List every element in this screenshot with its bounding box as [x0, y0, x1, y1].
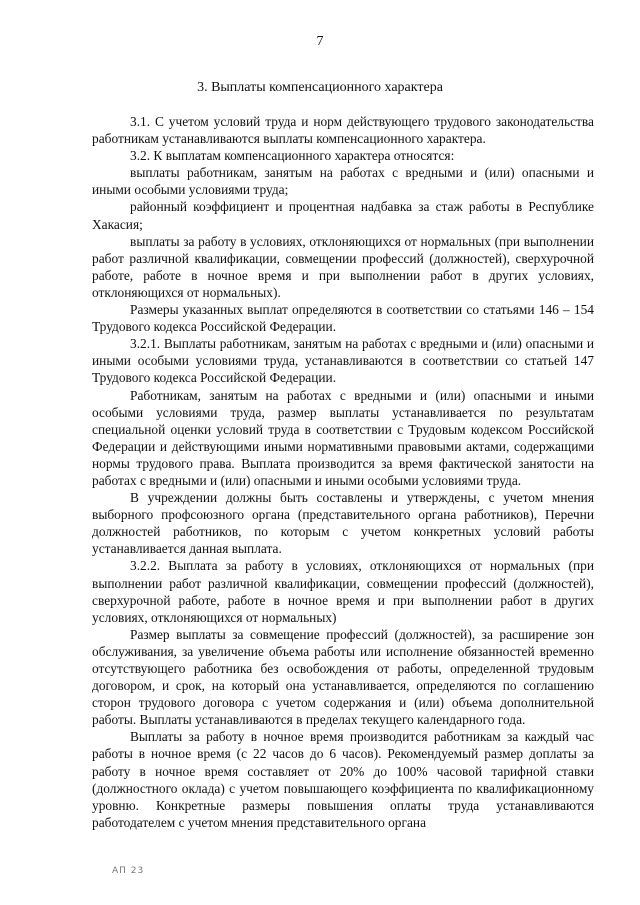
paragraph-3-2-1: 3.2.1. Выплаты работникам, занятым на работах с вредными и (или) опасными и иными особыми условиями труда, устанавливаются в соответствии со статьей 147 Трудового кодекса Российской Федерации.: [92, 336, 594, 386]
paragraph-3-2: 3.2. К выплатам компенсационного характера относятся:: [130, 148, 455, 164]
paragraph-night-work: Выплаты за работу в ночное время производится работникам за каждый час работы в ночное время (с 22 часов до 6 часов). Рекомендуемый размер доплаты за работу в ночное время составляет от 20% до 100% часовой тарифной ставки (должностного оклада) с учетом повышающего коэффициента по квалификационному уровню. Конкретные размеры повышения оплаты труда устанавливаются работодателем с учетом мнения представительного органа: [92, 729, 594, 830]
section-title: 3. Выплаты компенсационного характера: [197, 80, 443, 95]
paragraph-sizes: Размеры указанных выплат определяются в соответствии со статьями 146 – 154 Трудового кодекса Российской Федерации.: [92, 302, 594, 335]
paragraph-list-item-regional: районный коэффициент и процентная надбавка за стаж работы в Республике Хакасия;: [92, 199, 594, 232]
paragraph-3-1: 3.1. С учетом условий труда и норм действующего трудового законодательства работникам устанавливаются выплаты компенсационного характера.: [92, 114, 594, 147]
paragraph-hazard-payment: Работникам, занятым на работах с вредными и (или) опасными и иными особыми условиями труда, размер выплаты устанавливается по результатам специальной оценки условий труда в соответствии с Трудовым кодексом Российской Федерации и действующими иными нормативными правовыми актами, содержащими нормы трудового права. Выплата производится за время фактической занятости на работах с вредными и (или) опасными и иными особыми условиями труда.: [92, 387, 594, 488]
paragraph-3-2-2: 3.2.2. Выплата за работу в условиях, отклоняющихся от нормальных (при выполнении работ различной квалификации, совмещении профессий (должностей), сверхурочной работе, работе в ночное время и при выполнении работ в других условиях, отклоняющихся от нормальных): [92, 558, 594, 625]
paragraph-position-lists: В учреждении должны быть составлены и утверждены, с учетом мнения выборного профсоюзного органа (представительного органа работников), Перечни должностей работников, по которым с учетом конкретных условий работы устанавливается данная выплата.: [92, 490, 594, 557]
footer-mark: АП 23: [112, 866, 145, 876]
paragraph-combination: Размер выплаты за совмещение профессий (должностей), за расширение зон обслуживания, за увеличение объема работы или исполнение обязанностей временно отсутствующего работника без освобождения от работы, определенной трудовым договором, и срок, на который она устанавливается, определяются по соглашению сторон трудового договора с учетом содержания и (или) объема дополнительной работы. Выплаты устанавливаются в пределах текущего календарного года.: [92, 626, 594, 728]
paragraph-list-item-abnormal: выплаты за работу в условиях, отклоняющихся от нормальных (при выполнении работ различной квалификации, совмещении профессий (должностей), сверхурочной работе, работе в ночное время и при выполнении работ в других условиях, отклоняющихся от нормальных).: [92, 233, 594, 300]
body-text: [92, 113, 594, 831]
page-number: 7: [316, 34, 324, 49]
paragraph-list-item-hazardous: выплаты работникам, занятым на работах с вредными и (или) опасными и иными особыми условиями труда;: [92, 165, 594, 198]
